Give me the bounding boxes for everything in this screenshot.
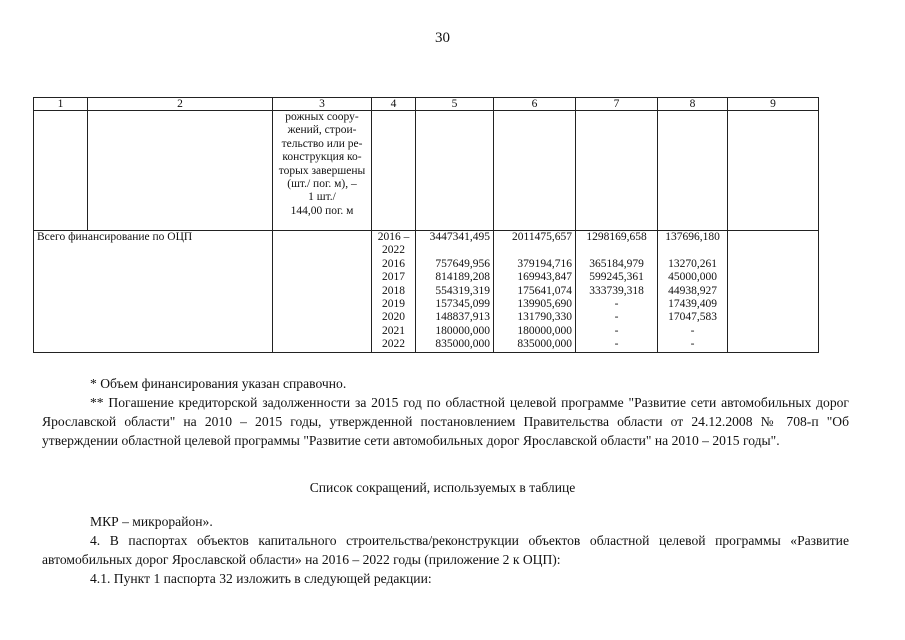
total-label: Всего финансирование по ОЦП [37, 231, 193, 243]
value [497, 244, 572, 257]
value: 2011475,657 [512, 231, 572, 243]
value: 148837,913 [435, 311, 490, 324]
year-label: 2022 [382, 338, 405, 351]
total-financing-row [34, 231, 819, 353]
table-cell [273, 231, 372, 353]
header-cell: 5 [416, 98, 494, 111]
table-cell [372, 111, 416, 231]
total-label-cell [34, 231, 273, 353]
value [419, 244, 490, 257]
table-cell [658, 111, 728, 231]
paragraph-4: 4. В паспортах объектов капитального строительства/реконструкции объектов областной целевой программы «Развитие автомобильных дорог Ярославской области» на 2016 – 2022 годы (приложение 2 к ОЦП): [42, 533, 849, 567]
indicator-description-cell [273, 111, 372, 231]
col7-values-cell [576, 231, 658, 353]
value: 554319,319 [435, 284, 490, 297]
col5-values-cell [416, 231, 494, 353]
value: 137696,180 [665, 231, 720, 243]
value: 17439,409 [668, 298, 717, 311]
value: 379194,716 [517, 257, 572, 270]
value: - [614, 311, 619, 324]
year-label: 2020 [382, 311, 405, 324]
note-creditor-debt: ** Погашение кредиторской задолженности за 2015 год по областной целевой программе "Развитие сети автомобильных дорог Ярославской области" на 2010 – 2015 годы, утвержденной постановлением Правительства области от 24.12.2008 № 708-п "Об утверждении областной целевой программы "Развитие сети автомобильных дорог Ярославской области" на 2010 – 2015 годы". [42, 395, 849, 448]
value: - [690, 338, 695, 351]
col6-values-cell [494, 231, 576, 353]
value: 45000,000 [668, 271, 717, 284]
header-cell: 8 [658, 98, 728, 111]
value: 333739,318 [589, 284, 644, 297]
cell-line: жений, строи- [287, 124, 357, 137]
year-label: 2022 [382, 244, 405, 257]
cell-line: 1 шт./ [308, 191, 336, 204]
cell-line: (шт./ пог. м), – [287, 178, 357, 191]
header-cell: 7 [576, 98, 658, 111]
value: 365184,979 [589, 257, 644, 270]
table-cell [728, 111, 819, 231]
col8-values-cell [658, 231, 728, 353]
value: - [614, 324, 619, 337]
cell-line: торых завершены [278, 164, 366, 177]
header-cell: 6 [494, 98, 576, 111]
page-number: 30 [435, 30, 450, 46]
value: 139905,690 [517, 298, 572, 311]
abbreviation-mkr: МКР – микрорайон». [90, 514, 213, 529]
abbreviations-title: Список сокращений, используемых в таблице [309, 480, 576, 495]
header-cell: 1 [34, 98, 88, 111]
year-label: 2021 [382, 324, 405, 337]
years-cell [372, 231, 416, 353]
header-cell: 9 [728, 98, 819, 111]
continuation-row [34, 111, 819, 231]
year-label: 2018 [382, 284, 405, 297]
value [579, 244, 654, 257]
cell-line: тельство или ре- [281, 137, 363, 150]
value: 131790,330 [517, 311, 572, 324]
table-cell [88, 111, 273, 231]
value: 3447341,495 [429, 231, 490, 243]
value: 599245,361 [589, 271, 644, 284]
value: 814189,208 [435, 271, 490, 284]
year-label: 2017 [382, 271, 405, 284]
header-cell: 4 [372, 98, 416, 111]
value: 17047,583 [668, 311, 717, 324]
note-reference-funding: * Объем финансирования указан справочно. [90, 376, 347, 391]
value: - [614, 338, 619, 351]
value: 169943,847 [517, 271, 572, 284]
value: 175641,074 [517, 284, 572, 297]
year-label: 2016 [382, 257, 405, 270]
table-cell [494, 111, 576, 231]
value: - [690, 324, 695, 337]
financing-table [33, 97, 819, 353]
value [661, 244, 724, 257]
table-cell [416, 111, 494, 231]
header-cell: 2 [88, 98, 273, 111]
value: 1298169,658 [586, 231, 647, 243]
value: 835000,000 [435, 338, 490, 351]
cell-line: рожных соору- [285, 111, 359, 123]
table-header-row [34, 98, 819, 111]
paragraph-4-1: 4.1. Пункт 1 паспорта 32 изложить в следующей редакции: [90, 571, 432, 586]
value: 13270,261 [668, 257, 717, 270]
value: 835000,000 [517, 338, 572, 351]
header-cell: 3 [273, 98, 372, 111]
value: 157345,099 [435, 298, 490, 311]
table-cell [576, 111, 658, 231]
year-label: 2019 [382, 298, 405, 311]
table-cell [34, 111, 88, 231]
value: 180000,000 [435, 324, 490, 337]
value: 44938,927 [668, 284, 717, 297]
table-cell [728, 231, 819, 353]
year-label: 2016 – [377, 231, 410, 243]
value: - [614, 298, 619, 311]
value: 180000,000 [517, 324, 572, 337]
value: 757649,956 [435, 257, 490, 270]
cell-line: конструкция ко- [282, 151, 362, 164]
cell-line: 144,00 пог. м [290, 204, 354, 217]
